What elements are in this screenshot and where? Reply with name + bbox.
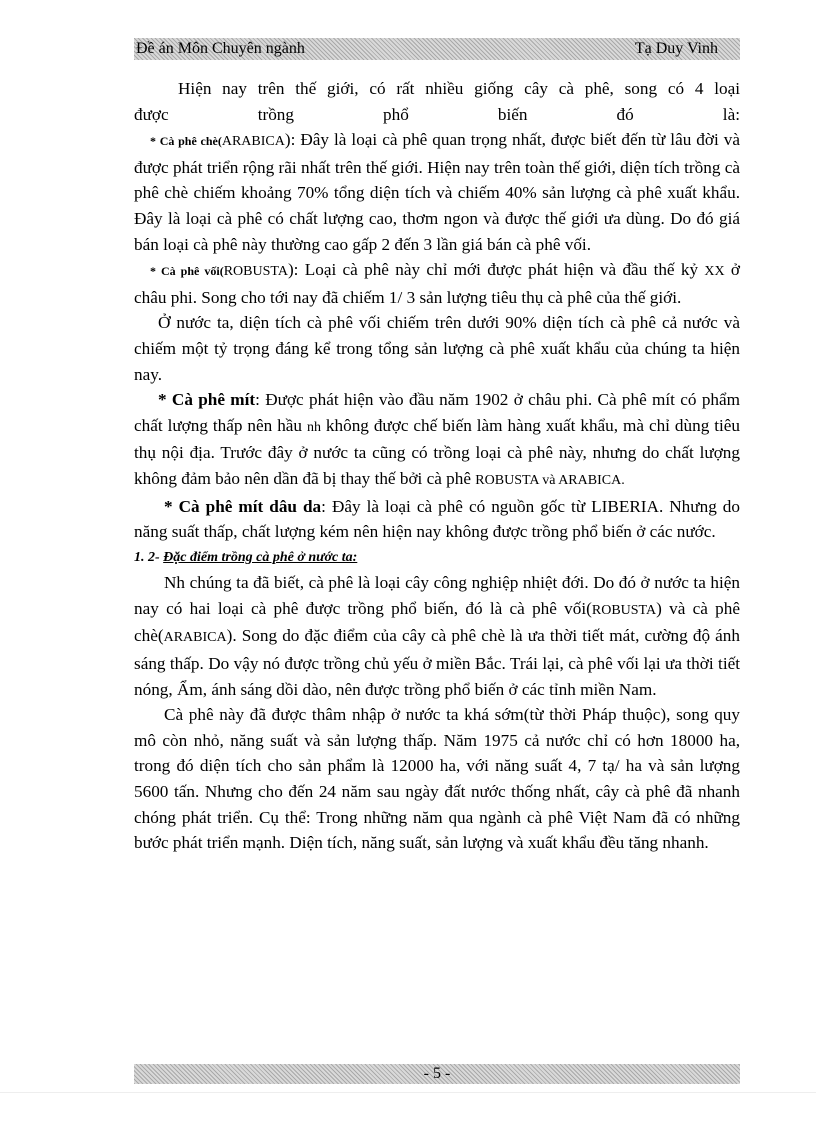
mit-paragraph — [134, 387, 740, 493]
liberia-lead: * Cà phê mít dâu da — [164, 496, 322, 516]
page-header — [134, 38, 740, 60]
arabica-text: ): Đây là loại cà phê quan trọng nhất, được biết đến từ lâu đời và được phát triển rộng rãi nhất trên thế giới. Hiện nay trên toàn thế giới, diện tích trồng cà phê chè chiếm khoảng 70% tổng diện tích và chiếm 40% sản lượng cà phê xuất khẩu. Đây là loại cà phê có chất lượng cao, thơm ngon và được thế giới ưa dùng. Do đó giá bán loại cà phê này thường cao gấp 2 đến 3 lần giá bán cà phê vối. — [134, 130, 740, 254]
liberia-name: LIBERIA — [591, 496, 659, 516]
header-author: Tạ Duy Vinh — [634, 40, 718, 57]
liberia-text-a: : Đây là loại cà phê có nguồn gốc từ — [321, 496, 592, 516]
mit-text-b: không được chế biến làm hàng xuất khẩu, mà chỉ dùng tiêu thụ nội địa. Trước đây ở nước ta cũng có trồng loại cà phê này, nhưng do chất lượng không đảm bảo nên dần đã bị thay thế bởi cà phê — [134, 415, 741, 488]
features-nh: Nh — [164, 573, 186, 593]
history-paragraph: Cà phê này đã được thâm nhập ở nước ta khá sớm(từ thời Pháp thuộc), song quy mô còn nhỏ, năng suất và sản lượng thấp. Năm 1975 cả nước chỉ có hơn 18000 ha, trong đó diện tích cho sản phẩm là 12000 ha, với năng suất 4, 7 tạ/ ha và sản lượng 5600 tấn. Nhưng cho đến 24 năm sau ngày đất nước thống nhất, cây cà phê đã nhanh chóng phát triển. Cụ thể: Trong những năm qua ngành cà phê Việt Nam đã có những bước phát triển mạnh. Diện tích, năng suất, sản lượng và xuất khẩu đều tăng nhanh. — [134, 705, 740, 853]
page-number: - 5 - — [423, 1065, 451, 1082]
century-xx: XX — [704, 264, 725, 280]
document-body — [134, 76, 740, 856]
header-title: Đề án Môn Chuyên ngành — [136, 40, 305, 57]
intro-line-1: Hiện nay trên thế giới, có rất nhiều giống cây cà phê, song có 4 loại — [178, 79, 740, 98]
features-nam: Nam. — [618, 679, 657, 699]
arabica-paragraph — [134, 127, 740, 257]
features-text-a: chúng ta đã biết, cà phê là loại cây công nghiệp nhiệt đới. Do đó ở nước ta hiện nay có hai loại cà phê được trồng phổ biến, đó là cà phê vối( — [134, 573, 740, 618]
mit-nh: nh — [306, 419, 321, 435]
robusta-name: ROBUSTA — [223, 264, 288, 280]
liberia-text-b: . Nhưng do năng suất thấp, chất lượng kém nên hiện nay không được trồng phổ biến ở các nước. — [134, 496, 740, 542]
section-heading — [134, 545, 740, 571]
features-paragraph — [134, 570, 740, 702]
page-footer — [134, 1064, 740, 1084]
arabica-lead: * Cà phê chè( — [150, 134, 222, 149]
liberia-paragraph — [134, 494, 740, 545]
footer-divider — [0, 1092, 816, 1093]
features-text-b: ) và cà phê chè( — [134, 598, 740, 646]
robusta-text-b: ở châu phi. Song cho tới nay đã chiếm 1/ 3 sản lượng tiêu thụ cà phê của thế giới. — [134, 260, 741, 307]
arabica-name: ARABICA — [221, 134, 285, 150]
robusta-text-a: ): Loại cà phê này chỉ mới được phát hiện và đầu thế kỷ — [287, 260, 705, 280]
features-robusta: ROBUSTA — [591, 602, 657, 618]
mit-lead: * Cà phê mít — [158, 390, 256, 410]
mit-tail: ROBUSTA và ARABICA. — [475, 472, 625, 488]
intro-line-2: được trồng phổ biến đó là: — [134, 104, 740, 124]
features-text-c: ). Song do đặc điểm của cây cà phê chè là ưa thời tiết mát, cường độ ánh sáng thấp. Do vậy nó được trồng chủ yếu ở miền Bắc. Trái lại, cà phê vối lại ưa thời tiết nóng, Ẩm, ánh sáng dồi dào, nên được trồng phổ biến ở các tỉnh miền — [134, 626, 740, 699]
robusta-paragraph — [134, 257, 740, 310]
robusta-lead: * Cà phê vối( — [150, 264, 224, 279]
section-title: Đặc điểm trồng cà phê ở nước ta: — [163, 549, 358, 565]
mit-text-a: : Được phát hiện vào đầu năm 1902 ở châu phi. Cà phê mít có phẩm chất lượng thấp nên hầu — [134, 390, 741, 435]
features-arabica: ARABICA — [163, 630, 227, 646]
section-number: 1. 2- — [134, 549, 164, 565]
domestic-paragraph: Ở nước ta, diện tích cà phê vối chiếm trên dưới 90% diện tích cà phê cả nước và chiếm một tỷ trọng đáng kể trong tổng sản lượng cà phê xuất khẩu của chúng ta hiện nay. — [134, 313, 740, 384]
